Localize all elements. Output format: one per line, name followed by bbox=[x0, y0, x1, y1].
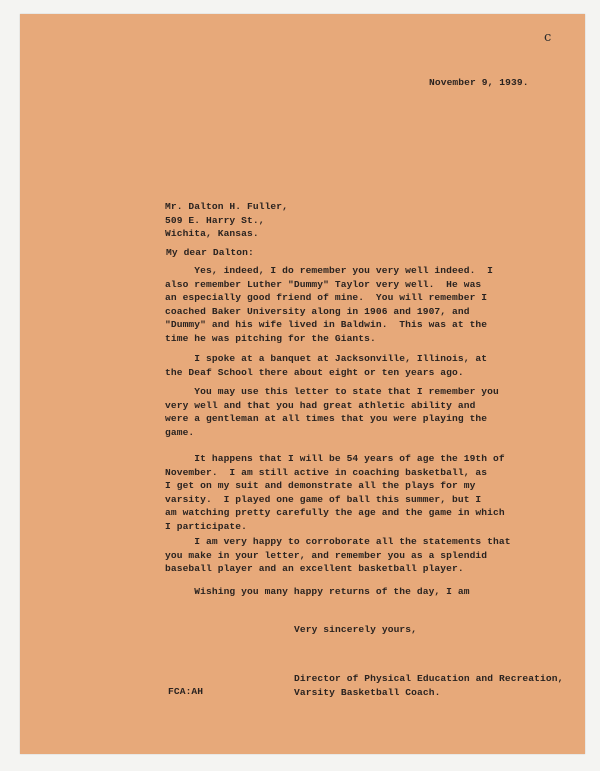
body-line: am watching pretty carefully the age and the game in which bbox=[165, 507, 505, 519]
closing: Very sincerely yours, bbox=[294, 624, 418, 635]
body-line: I spoke at a banquet at Jacksonville, Illinois, at bbox=[165, 353, 488, 364]
body-paragraph-5 bbox=[165, 535, 511, 576]
corner-mark: c bbox=[544, 30, 552, 45]
body-line: were a gentleman at all times that you were playing the bbox=[165, 413, 488, 425]
recipient-name: Mr. Dalton H. Fuller, bbox=[165, 201, 289, 212]
body-line: Wishing you many happy returns of the day, I am bbox=[165, 586, 470, 597]
body-line: I participate. bbox=[165, 520, 248, 532]
letter-page bbox=[20, 14, 585, 754]
typist-initials: FCA:AH bbox=[168, 686, 204, 697]
body-line: the Deaf School there about eight or ten years ago. bbox=[165, 366, 464, 378]
body-paragraph-4 bbox=[165, 452, 505, 534]
body-line: November. I am still active in coaching basketball, as bbox=[165, 466, 488, 478]
body-line: coached Baker University along in 1906 and 1907, and bbox=[165, 305, 470, 317]
body-line: you make in your letter, and remember you as a splendid bbox=[165, 549, 488, 561]
body-line: Yes, indeed, I do remember you very well indeed. I bbox=[165, 265, 494, 276]
signature-title bbox=[294, 672, 563, 699]
body-paragraph-1 bbox=[165, 264, 493, 346]
body-line: game. bbox=[165, 426, 195, 438]
body-line: I get on my suit and demonstrate all the plays for my bbox=[165, 480, 476, 492]
letter-date: November 9, 1939. bbox=[429, 77, 529, 88]
salutation: My dear Dalton: bbox=[166, 247, 254, 258]
body-line: time he was pitching for the Giants. bbox=[165, 332, 376, 344]
body-line: an especially good friend of mine. You will remember I bbox=[165, 292, 488, 304]
signature-title-line: Director of Physical Education and Recreation, bbox=[294, 673, 564, 684]
body-line: very well and that you had great athletic ability and bbox=[165, 399, 476, 411]
recipient-city: Wichita, Kansas. bbox=[165, 228, 259, 240]
body-paragraph-3 bbox=[165, 385, 499, 439]
body-line: baseball player and an excellent basketball player. bbox=[165, 563, 464, 575]
body-line: You may use this letter to state that I remember you bbox=[165, 386, 499, 397]
body-line: also remember Luther "Dummy" Taylor very well. He was bbox=[165, 278, 482, 290]
body-line: "Dummy" and his wife lived in Baldwin. This was at the bbox=[165, 319, 488, 331]
recipient-address bbox=[165, 200, 288, 241]
body-line: varsity. I played one game of ball this summer, but I bbox=[165, 493, 482, 505]
recipient-street: 509 E. Harry St., bbox=[165, 214, 265, 226]
body-line: It happens that I will be 54 years of age the 19th of bbox=[165, 453, 505, 464]
body-paragraph-6 bbox=[165, 585, 470, 599]
body-paragraph-2 bbox=[165, 352, 487, 379]
body-line: I am very happy to corroborate all the statements that bbox=[165, 536, 511, 547]
signature-title-line: Varsity Basketball Coach. bbox=[294, 686, 441, 698]
